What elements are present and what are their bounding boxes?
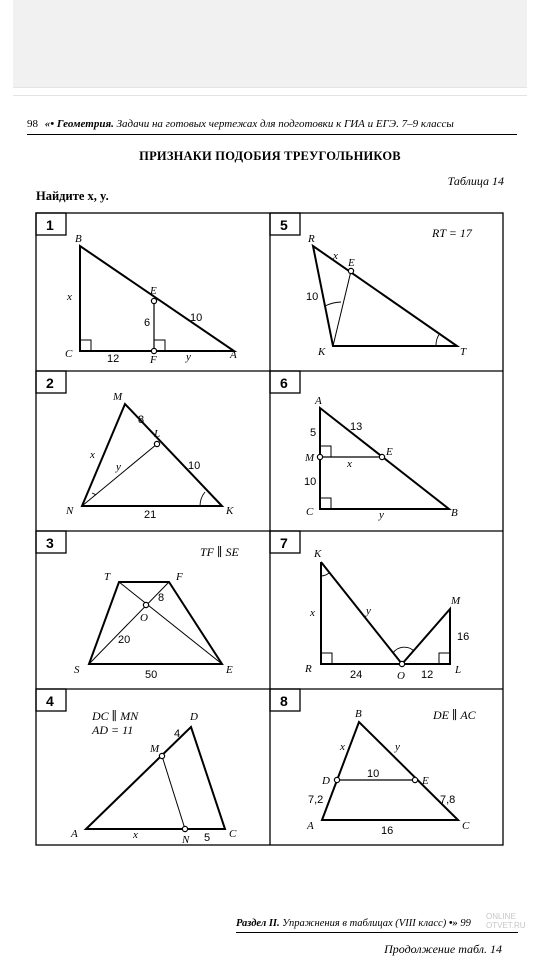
p4-label-D: D — [190, 711, 198, 723]
problem-8-point-E — [412, 777, 417, 782]
p1-label-F: F — [150, 354, 157, 366]
p3-value-50: 50 — [145, 669, 158, 681]
p1-label-B: B — [75, 233, 82, 245]
problem-3-point-O — [143, 602, 148, 607]
footer-continued: Продолжение табл. 14 — [384, 942, 502, 956]
problem-2-angle-K — [200, 492, 205, 506]
footer-page-number: 99 — [460, 918, 471, 929]
footer-description: Упражнения в таблицах (VIII класс) — [282, 918, 447, 929]
p2-value-8: 8 — [138, 414, 145, 426]
p7-label-R: R — [305, 663, 312, 675]
problem-7-right-angle-L — [439, 653, 450, 664]
p6-value-5: 5 — [310, 427, 317, 439]
page-footer — [236, 918, 471, 929]
p3-label-O: O — [140, 612, 148, 624]
p6-value-x: x — [347, 458, 352, 470]
problem-8-point-D — [334, 777, 339, 782]
p8-value-x: x — [340, 741, 345, 753]
problem-7-angle-K — [321, 573, 329, 576]
p6-label-E: E — [386, 446, 393, 458]
cell-1-number: 1 — [46, 217, 54, 233]
problem-4-segment-MN — [162, 756, 185, 829]
p6-label-A: A — [315, 395, 322, 407]
p7-value-x: x — [310, 607, 315, 619]
header-description: Задачи на готовых чертежах для подготовки к ГИА и ЕГЭ. 7–9 классы — [116, 118, 454, 130]
p6-value-13: 13 — [350, 421, 363, 433]
footer-marker: •» — [448, 918, 458, 929]
p8-label-D: D — [322, 775, 330, 787]
problem-3-diagonal-SF — [89, 582, 169, 664]
p4-label-M: M — [150, 743, 160, 755]
p1-value-y: y — [186, 351, 191, 363]
p3-label-S: S — [74, 664, 80, 676]
p8-label-B: B — [355, 708, 362, 720]
cell-3-number: 3 — [46, 535, 54, 551]
p1-label-C: C — [65, 348, 73, 360]
p4-condition-2: AD = 11 — [92, 723, 134, 737]
p3-label-T: T — [104, 571, 111, 583]
header-marker: «• — [44, 118, 55, 130]
p3-condition: TF ∥ SE — [200, 545, 239, 559]
problem-3-trapezoid — [89, 582, 222, 664]
p5-condition: RT = 17 — [432, 226, 472, 240]
p3-label-F: F — [176, 571, 183, 583]
p2-value-10: 10 — [188, 460, 201, 472]
p4-value-4: 4 — [174, 728, 181, 740]
p7-label-L: L — [455, 664, 462, 676]
problem-1-figure — [80, 246, 234, 354]
cell-7-number: 7 — [280, 535, 288, 551]
p7-value-24: 24 — [350, 669, 363, 681]
p8-label-E: E — [422, 775, 429, 787]
p7-value-16: 16 — [457, 631, 470, 643]
problem-4-point-M — [159, 753, 164, 758]
p2-label-L: L — [154, 428, 161, 440]
problem-2-angle-N — [92, 493, 96, 495]
problem-3-figure — [89, 582, 222, 664]
problem-6-right-angle-C — [320, 498, 331, 509]
p5-label-R: R — [308, 233, 315, 245]
p7-value-12: 12 — [421, 669, 434, 681]
p8-label-C: C — [462, 820, 470, 832]
p2-value-y: y — [116, 461, 121, 473]
p2-label-M: M — [113, 391, 123, 403]
p8-condition: DE ∥ AC — [433, 708, 476, 722]
p8-value-16: 16 — [381, 825, 394, 837]
p4-condition-1: DC ∥ MN — [92, 709, 139, 723]
problem-5-segment-KE — [333, 271, 351, 346]
watermark-line-1: ONLINE — [486, 912, 516, 921]
problem-5-point-E — [348, 268, 353, 273]
p4-value-x: x — [133, 829, 138, 841]
p7-label-O: O — [397, 670, 405, 682]
problem-2-triangle — [82, 404, 222, 506]
cell-6-number: 6 — [280, 375, 288, 391]
problem-6-point-E — [379, 454, 384, 459]
problem-6-figure — [317, 408, 449, 509]
task-text: Найдите x, y. — [36, 189, 109, 203]
page-title: ПРИЗНАКИ ПОДОБИЯ ТРЕУГОЛЬНИКОВ — [139, 149, 401, 163]
problem-7-figure — [321, 562, 450, 667]
p8-value-7-8: 7,8 — [440, 794, 456, 806]
table-label: Таблица 14 — [447, 174, 504, 188]
header-page-number: 98 — [27, 118, 38, 130]
p6-label-B: B — [451, 507, 458, 519]
watermark-line-2: OTVET.RU — [486, 921, 526, 930]
p6-label-M: M — [305, 452, 315, 464]
problem-6-point-M — [317, 454, 322, 459]
p1-value-12: 12 — [107, 353, 120, 365]
p7-label-K: K — [314, 548, 322, 560]
problem-1-point-E — [151, 298, 156, 303]
p2-value-21: 21 — [144, 509, 157, 521]
header-subject: Геометрия. — [56, 118, 114, 130]
p5-label-E: E — [348, 257, 355, 269]
problem-7-triangles — [321, 562, 450, 664]
problem-1-right-angle-C — [80, 340, 91, 351]
p4-label-A: A — [71, 828, 78, 840]
problem-2-figure — [82, 404, 222, 506]
p2-label-K: K — [226, 505, 234, 517]
p4-value-5: 5 — [204, 832, 211, 844]
p7-value-y: y — [366, 605, 371, 617]
p3-value-8: 8 — [158, 592, 165, 604]
p1-label-A: A — [230, 349, 237, 361]
p2-label-N: N — [66, 505, 74, 517]
problem-8-triangle — [322, 722, 458, 820]
p6-value-y: y — [379, 509, 384, 521]
p1-value-6: 6 — [144, 317, 151, 329]
p2-value-x: x — [90, 449, 95, 461]
p5-label-T: T — [460, 346, 467, 358]
problem-4-point-N — [182, 826, 187, 831]
problem-1-point-F — [151, 348, 156, 353]
cell-4-number: 4 — [46, 693, 54, 709]
p1-value-10: 10 — [190, 312, 203, 324]
problem-1-triangle — [80, 246, 234, 351]
p5-value-x: x — [333, 250, 338, 262]
cell-2-number: 2 — [46, 375, 54, 391]
p8-value-7-2: 7,2 — [308, 794, 324, 806]
p6-label-C: C — [306, 506, 314, 518]
p1-label-E: E — [150, 285, 157, 297]
p8-value-y: y — [395, 741, 400, 753]
p3-value-20: 20 — [118, 634, 131, 646]
p8-value-10: 10 — [367, 768, 380, 780]
footer-rule — [236, 932, 518, 933]
p4-label-C: C — [229, 828, 237, 840]
p8-label-A: A — [307, 820, 314, 832]
problem-8-figure — [322, 722, 458, 820]
problem-3-diagonal-TE — [119, 582, 222, 664]
cell-5-number: 5 — [280, 217, 288, 233]
problem-7-angle-O — [393, 647, 414, 653]
footer-section: Раздел II. — [236, 918, 280, 929]
p1-value-x: x — [67, 291, 72, 303]
p4-label-N: N — [182, 834, 190, 846]
p5-label-K: K — [318, 346, 326, 358]
problem-7-right-angle-R — [321, 653, 332, 664]
p3-label-E: E — [226, 664, 233, 676]
cell-8-number: 8 — [280, 693, 288, 709]
p6-value-10: 10 — [304, 476, 317, 488]
p7-label-M: M — [451, 595, 461, 607]
p5-value-10: 10 — [306, 291, 319, 303]
problem-7-point-O — [399, 661, 404, 666]
problem-2-point-L — [154, 441, 159, 446]
problem-5-angle-K — [325, 302, 341, 306]
watermark — [486, 912, 526, 930]
